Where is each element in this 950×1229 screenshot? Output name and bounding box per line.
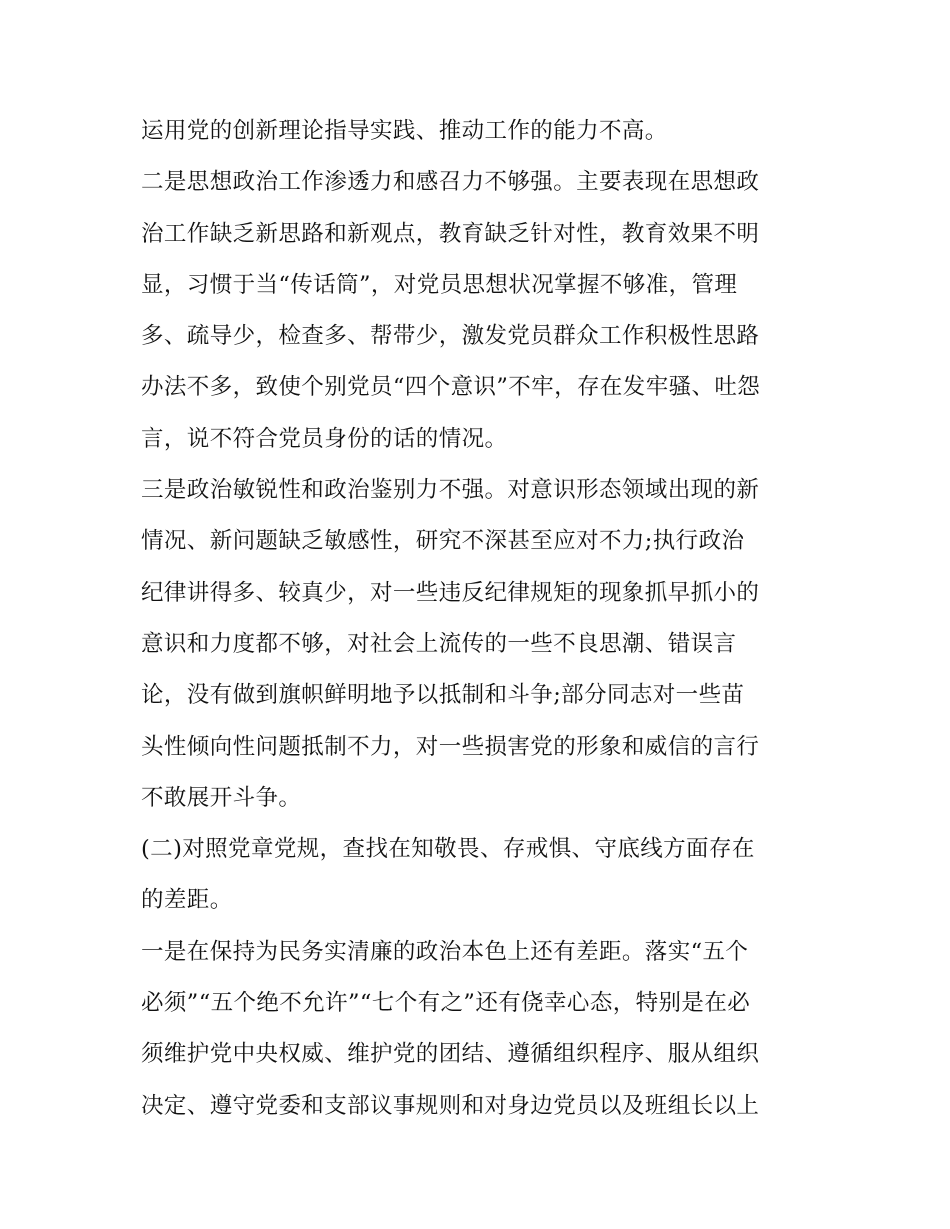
text-line: 情况、新问题缺乏敏感性，研究不深甚至应对不力;执行政治 (141, 528, 745, 555)
text-line: 三是政治敏锐性和政治鉴别力不强。对意识形态领域出现的新 (141, 477, 760, 504)
text-line: 论，没有做到旗帜鲜明地予以抵制和斗争;部分同志对一些苗 (141, 682, 745, 709)
text-line: (二)对照党章党规，查找在知敬畏、存戒惧、守底线方面存在 (141, 836, 755, 863)
body-text (141, 106, 821, 1132)
text-line: 的差距。 (141, 887, 233, 914)
text-line: 二是思想政治工作渗透力和感召力不够强。主要表现在思想政 (141, 169, 760, 196)
text-line: 多、疏导少，检查多、帮带少，激发党员群众工作积极性思路 (141, 323, 760, 350)
text-line: 头性倾向性问题抵制不力，对一些损害党的形象和威信的言行 (141, 733, 760, 760)
text-line: 办法不多，致使个别党员“四个意识”不牢，存在发牢骚、吐怨 (141, 374, 761, 401)
text-line: 决定、遵守党委和支部议事规则和对身边党员以及班组长以上 (141, 1092, 760, 1119)
text-line: 运用党的创新理论指导实践、推动工作的能力不高。 (141, 118, 668, 144)
text-line: 显，习惯于当“传话筒”，对党员思想状况掌握不够准，管理 (141, 271, 738, 298)
text-line: 意识和力度都不够，对社会上流传的一些不良思潮、错误言 (141, 630, 737, 657)
text-line: 一是在保持为民务实清廉的政治本色上还有差距。落实“五个 (141, 938, 749, 965)
text-line: 须维护党中央权威、维护党的团结、遵循组织程序、服从组织 (141, 1041, 760, 1068)
text-line: 治工作缺乏新思路和新观点，教育缺乏针对性，教育效果不明 (141, 220, 760, 247)
text-line: 言，说不符合党员身份的话的情况。 (141, 425, 508, 452)
text-line: 不敢展开斗争。 (141, 784, 302, 811)
text-line: 必须”“五个绝不允许”“七个有之”还有侥幸心态，特别是在必 (141, 990, 751, 1017)
text-line: 纪律讲得多、较真少，对一些违反纪律规矩的现象抓早抓小的 (141, 579, 760, 606)
